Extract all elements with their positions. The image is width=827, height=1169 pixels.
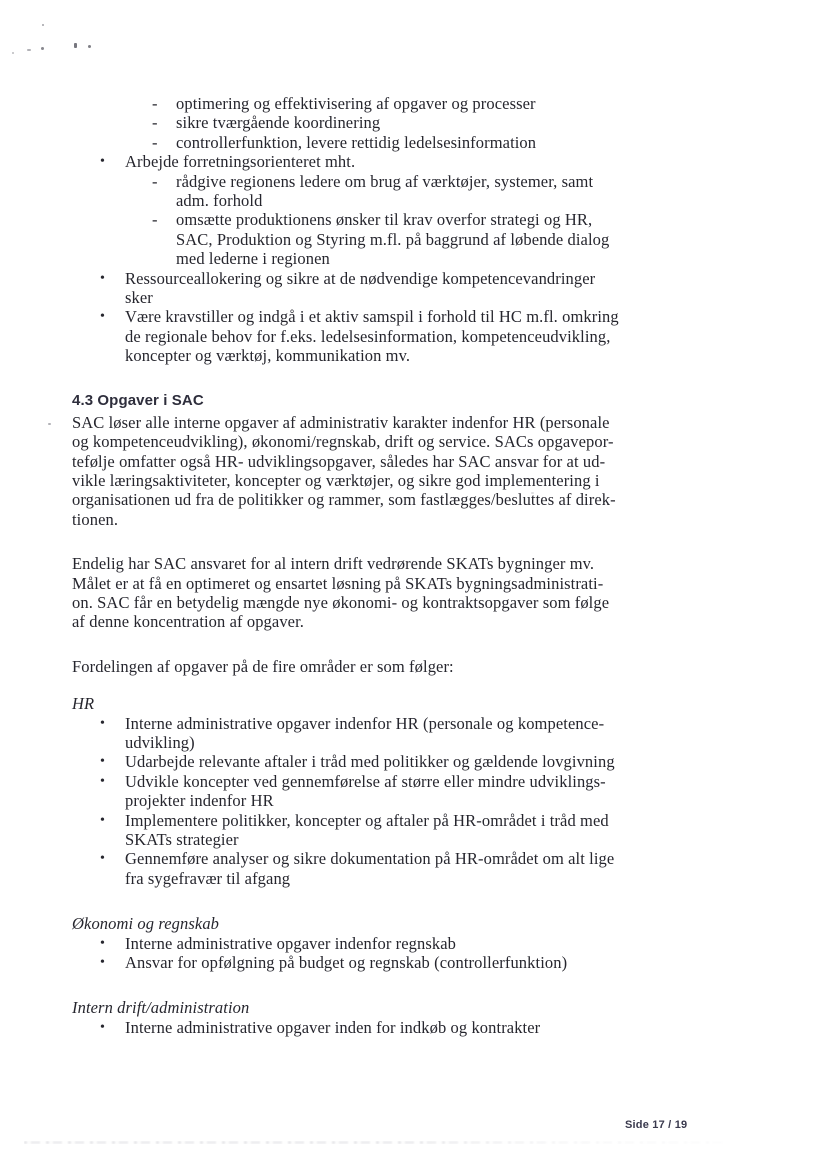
page-number: Side 17 / 19 xyxy=(625,1119,688,1131)
list-item xyxy=(72,133,664,152)
bullet-marker: • xyxy=(100,754,106,770)
list-item-text: sikre tværgående koordinering xyxy=(176,113,381,133)
dash-marker: - xyxy=(152,132,158,152)
scan-speck xyxy=(48,423,51,425)
list-item-text: Implementere politikker, koncepter og aftaler på HR-området i tråd med SKATs strategier xyxy=(125,810,609,849)
list-item-text: Interne administrative opgaver inden for indkøb og kontrakter xyxy=(125,1017,541,1037)
bullet-marker: • xyxy=(100,1019,106,1035)
scan-speck xyxy=(41,47,44,50)
section-heading: 4.3 Opgaver i SAC xyxy=(72,391,204,409)
list-item-text: Udarbejde relevante aftaler i tråd med politikker og gældende lovgivning xyxy=(125,752,615,772)
bullet-marker: • xyxy=(100,935,106,951)
list-item xyxy=(72,172,664,211)
bullet-marker: • xyxy=(100,154,106,170)
list-item-text: omsætte produktionens ønsker til krav overfor strategi og HR, SAC, Produktion og Styring m.fl. på baggrund af løbende dialog med lederne i regionen xyxy=(176,210,610,269)
area-hr xyxy=(72,694,664,888)
dash-marker: - xyxy=(152,113,158,133)
list-item xyxy=(72,269,664,308)
list-item-text: Gennemføre analyser og sikre dokumentation på HR-området om alt lige fra sygefravær til afgang xyxy=(125,849,615,888)
list-item-text: Interne administrative opgaver indenfor regnskab xyxy=(125,933,457,953)
list-item-text: Interne administrative opgaver indenfor HR (personale og kompetence- udvikling) xyxy=(125,713,605,752)
bullet-marker: • xyxy=(100,955,106,971)
bullet-marker: • xyxy=(100,309,106,325)
list-item-text: Udvikle koncepter ved gennemførelse af større eller mindre udviklings- projekter indenfor HR xyxy=(125,771,606,811)
dash-marker: - xyxy=(152,171,158,191)
paragraph: Fordelingen af opgaver på de fire områder er som følger: xyxy=(72,656,454,676)
list-item-text: Ansvar for opfølgning på budget og regnskab (controllerfunktion) xyxy=(125,953,568,973)
list-item-text: rådgive regionens ledere om brug af værktøjer, systemer, samt adm. forhold xyxy=(176,171,594,211)
area-heading: Intern drift/administration xyxy=(72,998,250,1018)
list-item-text: Arbejde forretningsorienteret mht. xyxy=(125,152,356,172)
list-item-text: controllerfunktion, levere rettidig ledelsesinformation xyxy=(176,132,537,152)
list-item xyxy=(72,953,664,972)
list-item xyxy=(72,772,664,811)
scan-speck xyxy=(27,49,31,51)
bullet-marker: • xyxy=(100,812,106,828)
area-heading: HR xyxy=(72,694,95,714)
list-item xyxy=(72,934,664,953)
list-item-text: optimering og effektivisering af opgaver og processer xyxy=(176,94,536,113)
list-item-text: Ressourceallokering og sikre at de nødvendige kompetencevandringer sker xyxy=(125,268,596,308)
list-item xyxy=(72,113,664,132)
list-item xyxy=(72,811,664,850)
list-item xyxy=(72,849,664,888)
list-item xyxy=(72,714,664,753)
list-item xyxy=(72,1018,664,1037)
list-item xyxy=(72,752,664,771)
bullet-marker: • xyxy=(100,270,106,286)
scan-speck xyxy=(74,43,77,48)
list-item xyxy=(72,94,664,113)
list-item-text: Være kravstiller og indgå i et aktiv samspil i forhold til HC m.fl. omkring de regionale behov for f.eks. ledelsesinformation, kompetenceudvikling, koncepter og værktøj, kommunikation mv. xyxy=(125,307,619,366)
scan-speck xyxy=(88,45,91,48)
area-okonomi-regnskab xyxy=(72,914,664,972)
paragraph: SAC løser alle interne opgaver af administrativ karakter indenfor HR (personale og kompetenceudvikling), økonomi/regnskab, drift og service. SACs opgavepor- tefølje omfatter også HR- udviklingsopgaver, således har SAC ansvar for at ud- vikle læringsaktiviteter, koncepter og værktøjer, og sikre god implementering i organisationen ud fra de politikker og rammer, som fastlægges/besluttes af direk- tionen. xyxy=(72,412,616,529)
paragraph: Endelig har SAC ansvaret for al intern drift vedrørende SKATs bygninger mv. Målet er at få en optimeret og ensartet løsning på SKATs bygningsadministrati- on. SAC får en betydelig mængde nye økonomi- og kontraktsopgaver som følge af denne koncentration af opgaver. xyxy=(72,554,610,632)
document-content xyxy=(72,94,664,1037)
scan-speck xyxy=(12,52,14,54)
continuation-list xyxy=(72,94,664,366)
dash-marker: - xyxy=(152,94,158,113)
bullet-marker: • xyxy=(100,851,106,867)
scan-speck xyxy=(42,24,44,26)
bullet-marker: • xyxy=(100,715,106,731)
list-item xyxy=(72,152,664,171)
bullet-marker: • xyxy=(100,773,106,789)
list-item xyxy=(72,307,664,365)
area-intern-drift xyxy=(72,998,664,1037)
dash-marker: - xyxy=(152,210,158,230)
area-heading: Økonomi og regnskab xyxy=(72,914,220,934)
list-item xyxy=(72,210,664,268)
scan-smudge xyxy=(24,1141,724,1144)
